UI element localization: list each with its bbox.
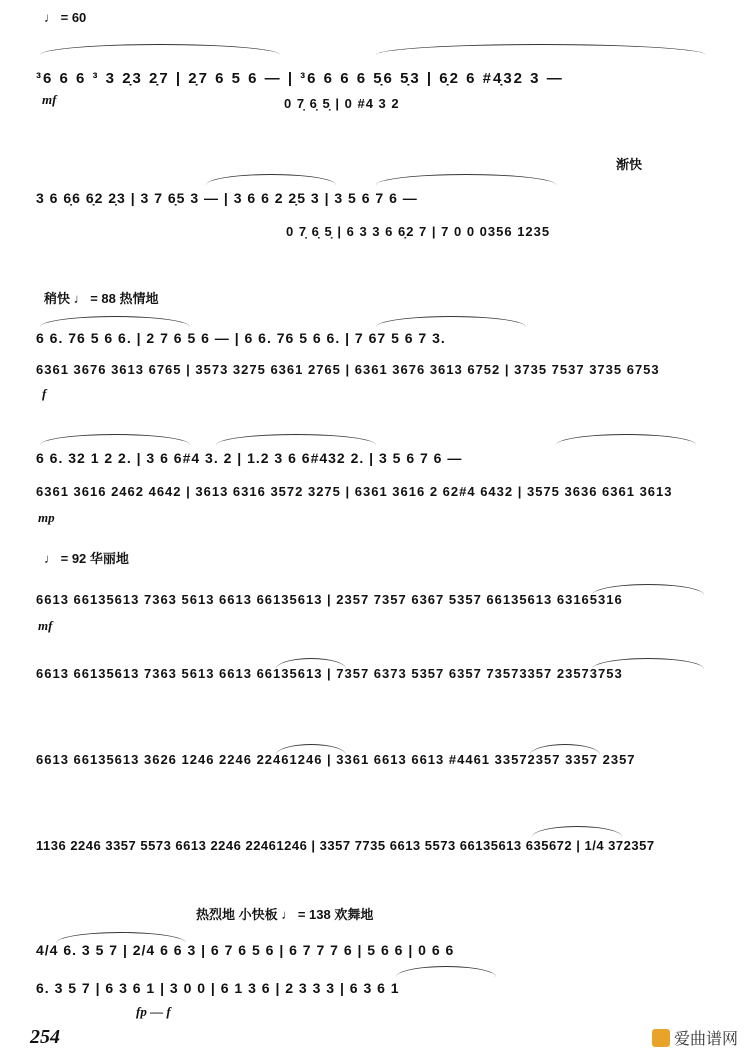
slur [532, 826, 622, 837]
lower-voice: 1136 2246 3357 5573 6613 2246 22461246 | 3357 7735 6613 5573 66135613 635672 | 1/4 372357 [36, 838, 655, 853]
lower-voice: 6613 66135613 7363 5613 6613 66135613 | 7357 6373 5357 6357 73573357 23573753 [36, 666, 623, 681]
upper-voice: 3 6 6̣6 6̣2 2̣3 | 3 7 6̣5 3 — | 3 6 6 2 2̣5 3 | 3 5 6 7 6 — [36, 190, 418, 206]
tempo-marking: ♩ = 92 华丽地 [44, 551, 129, 566]
staff-system [36, 654, 716, 704]
staff-system [36, 432, 716, 532]
staff-system [36, 150, 716, 240]
slur [396, 966, 496, 977]
lower-voice: 0 7̣ 6̣ 5̣ | 6 3 3 6 6̣2 7 | 7 0 0 0356 1235 [286, 224, 551, 239]
slur [216, 434, 376, 445]
staff-system [36, 822, 716, 882]
slur [376, 44, 706, 55]
lower-voice: 0 7̣ 6̣ 5̣ | 0 #4 3 2 [284, 96, 400, 111]
staff-system [36, 310, 716, 410]
site-logo-icon [652, 1029, 670, 1047]
tempo-annotation: 渐快 [616, 157, 643, 172]
slur [376, 174, 556, 185]
staff-system [36, 52, 716, 122]
dynamic-marking: mp [38, 510, 55, 525]
site-watermark [652, 1026, 738, 1049]
dynamic-marking: f [42, 386, 47, 401]
lower-voice: 6613 66135613 7363 5613 6613 66135613 | 2357 7357 6367 5357 66135613 63165316 [36, 592, 623, 607]
staff-system [36, 570, 716, 640]
staff-system [36, 926, 716, 1026]
page-number: 254 [30, 1026, 60, 1048]
staff-system [36, 740, 716, 790]
dynamic-marking: mf [38, 618, 53, 633]
tempo-marking: 热烈地 小快板 ♩ = 138 欢舞地 [196, 907, 374, 922]
slur [40, 316, 190, 327]
lower-voice: 6361 3676 3613 6765 | 3573 3275 6361 2765 | 6361 3676 3613 6752 | 3735 7537 3735 6753 [36, 362, 660, 377]
upper-voice: 6 6. 76 5 6 6. | 2 7 6 5 6 — | 6 6. 76 5 6 6. | 7 67 5 6 7 3. [36, 330, 446, 346]
slur [40, 44, 280, 55]
lower-voice: 6613 66135613 3626 1246 2246 22461246 | 3361 6613 6613 #4461 33572357 3357 2357 [36, 752, 636, 767]
slur [556, 434, 696, 445]
lower-voice: 6. 3 5 7 | 6 3 6 1 | 3 0 0 | 6 1 3 6 | 2 3 3 3 | 6 3 6 1 [36, 980, 400, 996]
site-name: 爱曲谱网 [673, 1029, 738, 1048]
upper-voice: ³6 6 6 ³ 3 2̣3 2̣7 | 2̣7 6 5 6 — | ³6 6 6 6 5̣6 5̣3 | 6̣2 6 #4̣32 3 — [36, 70, 564, 87]
lower-voice: 6361 3616 2462 4642 | 3613 6316 3572 3275 | 6361 3616 2 62#4 6432 | 3575 3636 6361 3613 [36, 484, 673, 499]
slur [376, 316, 526, 327]
tempo-marking: ♩ = 60 [44, 10, 87, 25]
upper-voice: 6 6. 32 1 2 2. | 3 6 6#4 3. 2 | 1.2 3 6 6#432 2. | 3 5 6 7 6 — [36, 450, 463, 466]
slur [206, 174, 336, 185]
upper-voice: 4/4 6. 3 5 7 | 2/4 6 6 3 | 6 7 6 5 6 | 6 7 7 7 6 | 5 6 6 | 0 6 6 [36, 942, 455, 958]
dynamic-marking: mf [42, 92, 57, 107]
dynamic-marking: fp — f [136, 1004, 171, 1019]
slur [40, 434, 190, 445]
tempo-marking: 稍快 ♩ = 88 热情地 [44, 291, 159, 306]
